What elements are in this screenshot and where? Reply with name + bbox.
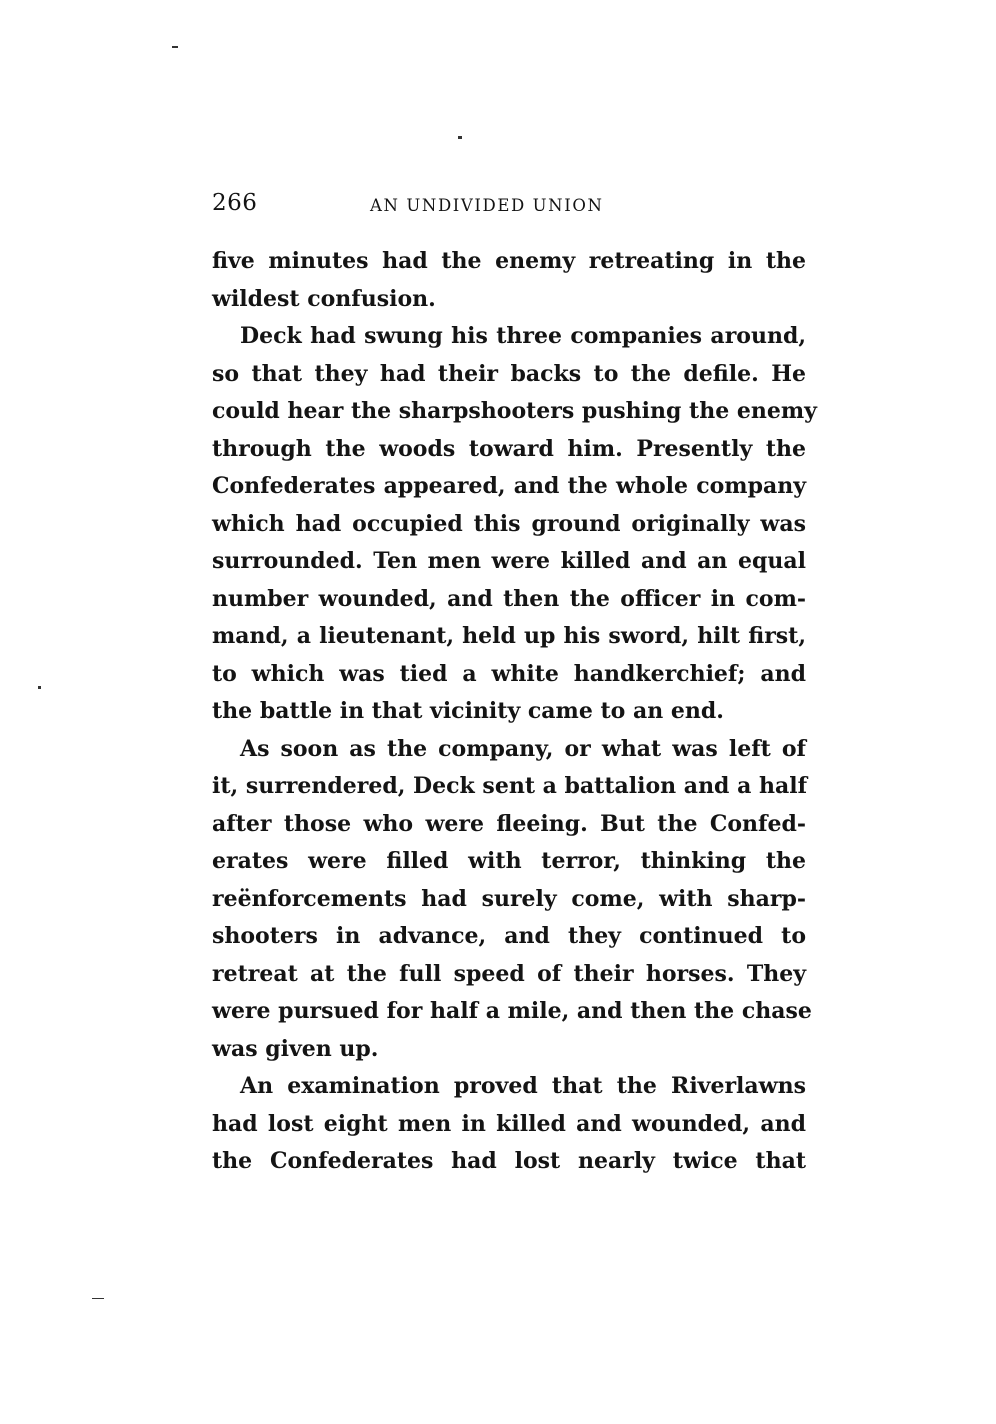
running-title: AN UNDIVIDED UNION xyxy=(370,196,604,215)
scan-speck xyxy=(458,136,462,139)
text-line: could hear the sharpshooters pushing the enemy xyxy=(212,398,817,424)
text-line: had lost eight men in killed and wounded, and xyxy=(212,1110,806,1137)
text-line: the battle in that vicinity came to an end. xyxy=(212,698,724,724)
scan-speck xyxy=(172,46,178,48)
text-line: surrounded. Ten men were killed and an equal xyxy=(212,548,806,574)
text-line: An examination proved that the Riverlawns xyxy=(240,1073,806,1099)
text-line: Confederates appeared, and the whole company xyxy=(212,473,806,499)
text-line: through the woods toward him. Presently the xyxy=(212,435,806,462)
scan-speck xyxy=(92,1298,104,1299)
scan-speck xyxy=(38,686,41,689)
text-line: wildest confusion. xyxy=(212,285,436,312)
text-line: so that they had their backs to the defile. He xyxy=(212,360,806,387)
text-line: retreat at the full speed of their horses. They xyxy=(212,960,806,987)
running-head xyxy=(212,188,806,224)
text-line: to which was tied a white handkerchief; and xyxy=(212,660,806,687)
text-line: As soon as the company, or what was left of xyxy=(240,735,806,762)
text-line: mand, a lieutenant, held up his sword, hilt first, xyxy=(212,623,806,649)
text-line: reënforcements had surely come, with sharp- xyxy=(212,885,806,912)
body-text xyxy=(212,243,817,1181)
text-line: five minutes had the enemy retreating in the xyxy=(212,248,806,274)
page-number: 266 xyxy=(212,190,258,216)
text-line: after those who were fleeing. But the Confed- xyxy=(212,810,806,837)
text-line: the Confederates had lost nearly twice that xyxy=(212,1148,806,1174)
text-line: erates were filled with terror, thinking the xyxy=(212,848,806,874)
text-line: which had occupied this ground originally was xyxy=(212,510,806,537)
text-line: it, surrendered, Deck sent a battalion and a half xyxy=(212,773,808,799)
text-line: Deck had swung his three companies around, xyxy=(240,323,806,349)
text-line: were pursued for half a mile, and then the chase xyxy=(212,998,812,1024)
text-line: shooters in advance, and they continued to xyxy=(212,923,806,949)
text-line: number wounded, and then the officer in com- xyxy=(212,585,806,612)
text-line: was given up. xyxy=(212,1035,379,1062)
